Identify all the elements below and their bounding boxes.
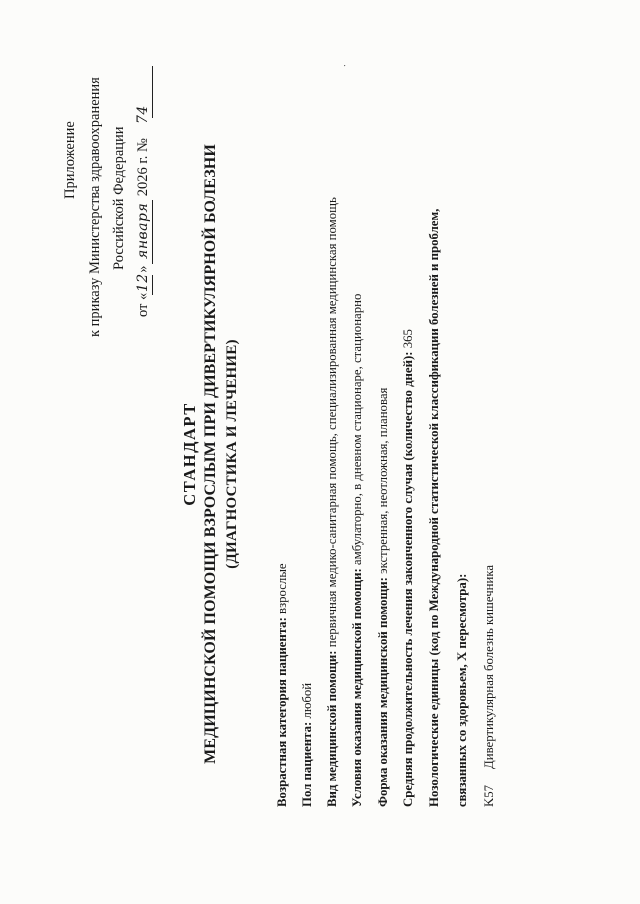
- date-month-handwritten: января: [135, 202, 151, 259]
- order-reference: к приказу Министерства здравоохранения: [87, 77, 103, 337]
- field-care-form: Форма оказания медицинской помощи: экстренная, неотложная, плановая: [376, 387, 390, 807]
- scan-mark: ·: [338, 63, 350, 68]
- field-patient-sex: Пол пациента: любой: [300, 682, 314, 807]
- federation-label: Российской Федерации: [111, 126, 127, 270]
- number-underline: [152, 66, 153, 118]
- date-day-handwritten: 12: [135, 273, 151, 293]
- nosology-heading: Нозологические единицы (код по Международной статистической классификации болезней и проблем,: [427, 208, 441, 807]
- diagnosis-code: K57: [482, 784, 496, 807]
- date-prefix: от «: [135, 292, 151, 317]
- appendix-label: Приложение: [62, 121, 78, 199]
- date-year: 2026 г. №: [135, 138, 151, 197]
- date-close-quote: »: [135, 265, 151, 273]
- document-subtitle-parenthetical: (ДИАГНОСТИКА И ЛЕЧЕНИЕ): [224, 339, 240, 569]
- day-underline: [152, 275, 153, 295]
- field-care-type: Вид медицинской помощи: первичная медико-санитарная помощь, специализированная медицинская помощь: [325, 197, 339, 807]
- order-date-line: [136, 95, 151, 317]
- field-care-conditions: Условия оказания медицинской помощи: амбулаторно, в дневном стационаре, стационарно: [350, 293, 364, 807]
- diagnosis-name: Дивертикулярная болезнь кишечника: [482, 564, 496, 769]
- field-age-category: Возрастная категория пациента: взрослые: [275, 563, 289, 807]
- document-subtitle: МЕДИЦИНСКОЙ ПОМОЩИ ВЗРОСЛЫМ ПРИ ДИВЕРТИКУЛЯРНОЙ БОЛЕЗНИ: [202, 144, 219, 764]
- nosology-heading-continued: связанных со здоровьем, X пересмотра):: [455, 573, 469, 807]
- document-title: СТАНДАРТ: [180, 402, 199, 506]
- order-number-handwritten: 74: [135, 105, 151, 124]
- month-underline: [152, 200, 153, 264]
- field-treatment-duration: Средняя продолжительность лечения законченного случая (количество дней): 365: [401, 329, 415, 807]
